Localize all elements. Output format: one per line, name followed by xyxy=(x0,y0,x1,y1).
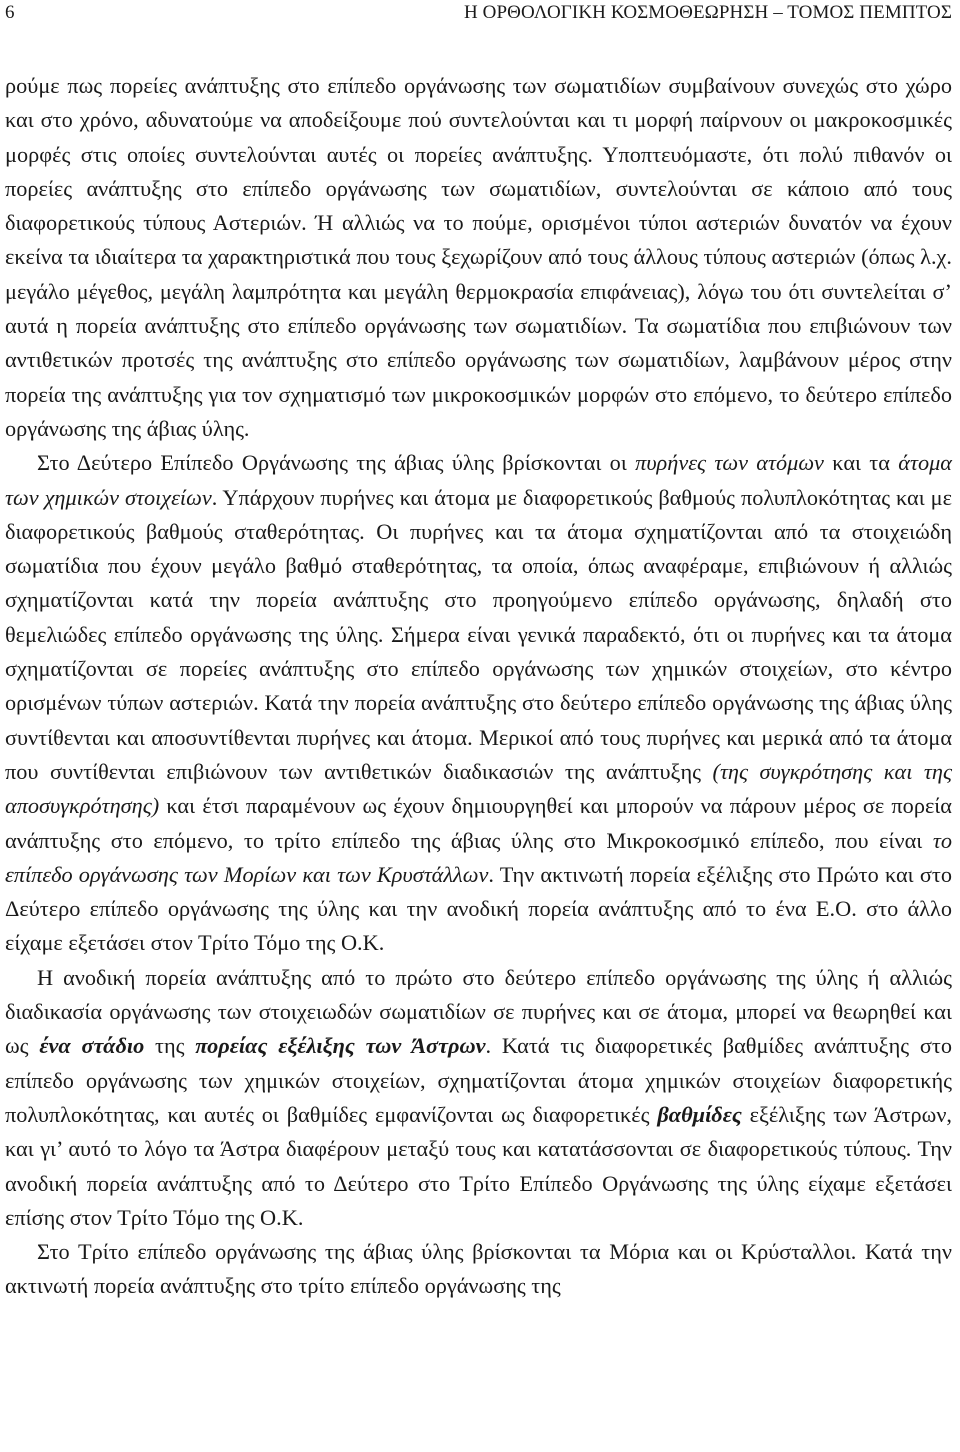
text-run: Στο Τρίτο επίπεδο οργάνωσης της άβιας ύλης βρίσκονται τα Μόρια και οι Κρύσταλλοι. Κατά την ακτινωτή πορεία ανάπτυξης στο τρίτο επίπεδο οργάνωσης της xyxy=(5,1239,952,1299)
text-run: . Υπάρχουν πυρήνες και άτομα με διαφορετικούς βαθμούς πολυπλοκότητας και με διαφορετικούς βαθμούς σταθερότητας. Οι πυρήνες και τα άτομα σχηματίζονται από τα στοιχειώδη σωματίδια που έχουν μεγάλο βαθμό σταθερότητας, τα οποία, όπως αναφέραμε, επιβιώνουν ή αλλιώς σχηματίζονται κατά την πορεία ανάπτυξης στο προηγούμενο επίπεδο οργάνωσης, δηλαδή στο θεμελιώδες επίπεδο οργάνωσης της ύλης. Σήμερα είναι γενικά παραδεκτό, ότι οι πυρήνες και τα άτομα σχηματίζονται σε πορείες ανάπτυξης στο επίπεδο οργάνωσης των χημικών στοιχείων, στο κέντρο ορισμένων τύπων αστεριών. Κατά την πορεία ανάπτυξης στο δεύτερο επίπεδο οργάνωσης της άβιας ύλης συντίθενται και αποσυντίθενται πυρήνες και άτομα. Μερικοί από τους πυρήνες και μερικά από τα άτομα που συντίθενται επιβιώνουν των αντιθετικών διαδικασιών της ανάπτυξης xyxy=(5,484,952,784)
text-run: . Κατά τις διαφορετικές βαθμίδες ανάπτυξης στο επίπεδο οργάνωσης των χημικών στοιχείων, σχηματίζονται άτομα χημικών στοιχείων διαφορετικής πολυπλοκότητας, και αυτές οι βαθμίδες εμφανίζονται ως διαφορετικές xyxy=(5,1033,952,1127)
text-run: Στο Δεύτερο Επίπεδο Οργάνωσης της άβιας ύλης βρίσκονται οι xyxy=(37,450,636,476)
text-run: . Την ακτινωτή πορεία εξέλιξης στο Πρώτο και στο Δεύτερο επίπεδο οργάνωσης της ύλης και την ανοδική πορεία ανάπτυξης από το ένα Ε.Ο. στο άλλο είχαμε εξετάσει στον Τρίτο Τόμο της Ο.Κ. xyxy=(5,861,952,956)
paragraph-1 xyxy=(5,69,952,446)
italic-term: άτομα των χημικών στοιχείων xyxy=(5,450,952,510)
text-run: και έτσι παραμένουν ως έχουν δημιουργηθεί και μπορούν να πάρουν μέρος σε πορεία ανάπτυξης στο επόμενο, το τρίτο επίπεδο της άβιας ύλης στο Μικροκοσμικό επίπεδο, που είναι xyxy=(5,793,952,853)
running-title: Η ΟΡΘΟΛΟΓΙΚΗ ΚΟΣΜΟΘΕΩΡΗΣΗ – ΤΟΜΟΣ ΠΕΜΠΤΟΣ xyxy=(464,2,952,23)
text-run: ρούμε πως πορείες ανάπτυξης στο επίπεδο οργάνωσης των σωματιδίων συμβαίνουν συνεχώς στο χώρο και στο χρόνο, αδυνατούμε να αποδείξουμε πού συντελούνται και τι μορφή παίρνουν οι μακροκοσμικές μορφές στις οποίες συντελούνται αυτές οι πορείες ανάπτυξης. Υποπτευόμαστε, ότι πολύ πιθανόν οι πορείες ανάπτυξης στο επίπεδο οργάνωσης των σωματιδίων, συντελούνται σε κάποιο από τους διαφορετικούς τύπους Αστεριών. Ή αλλιώς να το πούμε, ορισμένοι τύποι αστεριών δυνατόν να έχουν εκείνα τα ιδιαίτερα τα χαρακτηριστικά που τους ξεχωρίζουν από τους άλλους τύπους αστεριών (όπως λ.χ. μεγάλο μέγεθος, μεγάλη λαμπρότητα και μεγάλη θερμοκρασία επιφάνειας), λόγω του ότι συντελείται σ’ αυτά η πορεία ανάπτυξης στο επίπεδο οργάνωσης των σωματιδίων. Τα σωματίδια που επιβιώνουν των αντιθετικών προτσές της ανάπτυξης στο επίπεδο οργάνωσης των σωματιδίων, λαμβάνουν μέρος στην πορεία της ανάπτυξης για τον σχηματισμό των μικροκοσμικών μορφών στο επόμενο, το δεύτερο επίπεδο οργάνωσης της άβιας ύλης. xyxy=(5,73,952,441)
text-run: της xyxy=(144,1033,196,1059)
paragraph-3 xyxy=(5,961,952,1235)
italic-term: πυρήνες των ατόμων xyxy=(635,450,824,476)
bold-italic-term: βαθμίδες xyxy=(657,1101,742,1127)
page-header xyxy=(5,0,952,26)
italic-term: το επίπεδο οργάνωσης των Μορίων και των Κρυστάλλων xyxy=(5,827,952,887)
text-run: και τα xyxy=(823,450,899,476)
bold-italic-term: ένα στάδιο xyxy=(39,1033,145,1059)
text-run: Η ανοδική πορεία ανάπτυξης από το πρώτο στο δεύτερο επίπεδο οργάνωσης της ύλης ή αλλιώς διαδικασία οργάνωσης των στοιχειωδών σωματιδίων σε πυρήνες και σε άτομα, μπορεί να θεωρηθεί και ως xyxy=(5,964,952,1059)
paragraph-4 xyxy=(5,1235,952,1304)
bold-italic-term: πορείας εξέλιξης των Άστρων xyxy=(195,1033,486,1059)
paragraph-2 xyxy=(5,446,952,960)
text-run: εξέλιξης των Άστρων, και γι’ αυτό το λόγο τα Άστρα διαφέρουν μεταξύ τους και κατατάσσονται σε διαφορετικούς τύπους. Την ανοδική πορεία ανάπτυξης από το Δεύτερο στο Τρίτο Επίπεδο Οργάνωσης της ύλης είχαμε εξετάσει επίσης στον Τρίτο Τόμο της Ο.Κ. xyxy=(5,1101,952,1230)
italic-term: (της συγκρότησης και της αποσυγκρότησης) xyxy=(5,758,953,819)
page-body xyxy=(5,69,952,1304)
page-number: 6 xyxy=(5,2,15,23)
